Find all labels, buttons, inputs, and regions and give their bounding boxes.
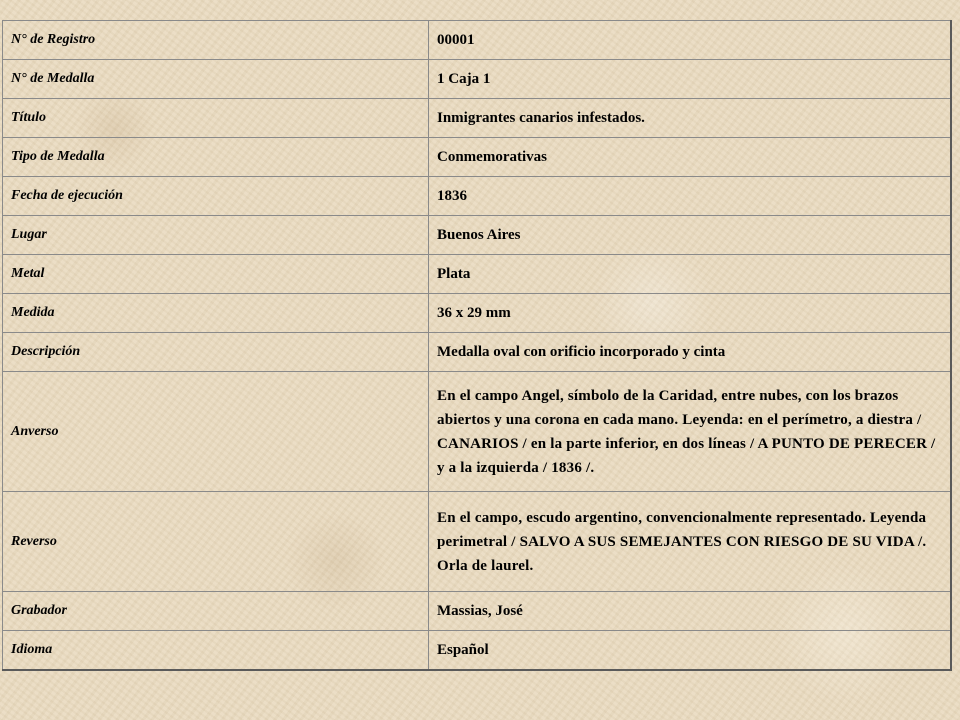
field-value: Plata: [429, 255, 952, 294]
field-value: Inmigrantes canarios infestados.: [429, 99, 952, 138]
table-row: [3, 138, 952, 177]
table-row: [3, 255, 952, 294]
field-value: 36 x 29 mm: [429, 294, 952, 333]
medal-record-table: [2, 20, 952, 671]
field-value: Conmemorativas: [429, 138, 952, 177]
field-value: 1836: [429, 177, 952, 216]
field-label: Fecha de ejecución: [3, 177, 429, 216]
field-value: Buenos Aires: [429, 216, 952, 255]
table-row: [3, 492, 952, 592]
field-label: N° de Medalla: [3, 60, 429, 99]
field-value: Español: [429, 631, 952, 671]
table-row: [3, 372, 952, 492]
field-value: En el campo Angel, símbolo de la Caridad, entre nubes, con los brazos abiertos y una corona en cada mano. Leyenda: en el perímetro, a diestra / CANARIOS / en la parte inferior, en dos líneas / A PUNTO DE PERECER / y a la izquierda / 1836 /.: [429, 372, 952, 492]
field-label: Título: [3, 99, 429, 138]
table-row: [3, 60, 952, 99]
field-value: 00001: [429, 21, 952, 60]
table-row: [3, 21, 952, 60]
field-label: Idioma: [3, 631, 429, 671]
field-label: Lugar: [3, 216, 429, 255]
table-row: [3, 99, 952, 138]
table-row: [3, 592, 952, 631]
field-value: En el campo, escudo argentino, convencionalmente representado. Leyenda perimetral / SALVO A SUS SEMEJANTES CON RIESGO DE SU VIDA /. Orla de laurel.: [429, 492, 952, 592]
field-label: Metal: [3, 255, 429, 294]
table-row: [3, 631, 952, 671]
field-label: Medida: [3, 294, 429, 333]
table-row: [3, 177, 952, 216]
field-label: Anverso: [3, 372, 429, 492]
field-label: N° de Registro: [3, 21, 429, 60]
field-label: Descripción: [3, 333, 429, 372]
field-label: Reverso: [3, 492, 429, 592]
field-label: Grabador: [3, 592, 429, 631]
field-label: Tipo de Medalla: [3, 138, 429, 177]
field-value: 1 Caja 1: [429, 60, 952, 99]
table-row: [3, 294, 952, 333]
field-value: Medalla oval con orificio incorporado y cinta: [429, 333, 952, 372]
table-row: [3, 216, 952, 255]
table-row: [3, 333, 952, 372]
field-value: Massias, José: [429, 592, 952, 631]
